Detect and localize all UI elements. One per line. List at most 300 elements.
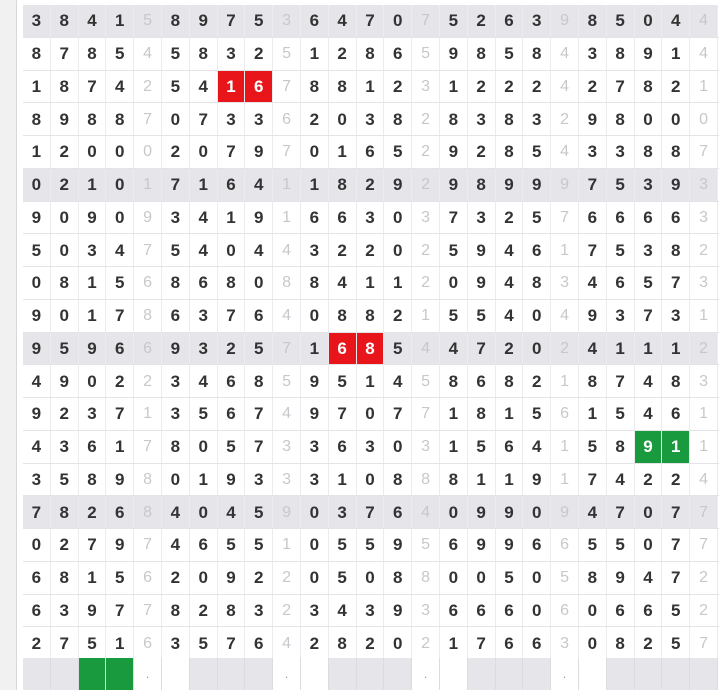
digit-cell[interactable]: 1	[301, 333, 329, 366]
digit-cell[interactable]: 5	[79, 627, 107, 660]
digit-cell[interactable]: 7	[218, 627, 246, 660]
digit-cell[interactable]: 9	[79, 202, 107, 235]
digit-cell[interactable]: 2	[190, 595, 218, 628]
digit-cell[interactable]: 5	[329, 529, 357, 562]
separator-digit-cell[interactable]: 6	[551, 529, 579, 562]
digit-cell[interactable]: 8	[357, 38, 385, 71]
digit-cell[interactable]: 0	[23, 169, 51, 202]
separator-digit-cell[interactable]: 6	[134, 562, 162, 595]
separator-digit-cell[interactable]: 1	[273, 529, 301, 562]
digit-cell[interactable]: 2	[496, 202, 524, 235]
digit-cell[interactable]: 7	[218, 5, 246, 38]
digit-cell[interactable]: 0	[162, 103, 190, 136]
digit-cell[interactable]: 7	[51, 627, 79, 660]
digit-cell[interactable]: 0	[190, 562, 218, 595]
separator-digit-cell[interactable]: 1	[412, 300, 440, 333]
digit-cell[interactable]: 2	[329, 234, 357, 267]
digit-cell[interactable]: 6	[523, 627, 551, 660]
digit-cell[interactable]: 0	[329, 103, 357, 136]
digit-cell[interactable]: 2	[523, 71, 551, 104]
digit-cell[interactable]: 6	[635, 595, 663, 628]
digit-cell[interactable]: 0	[384, 627, 412, 660]
digit-cell[interactable]: 9	[384, 595, 412, 628]
digit-cell[interactable]: 3	[190, 333, 218, 366]
separator-digit-cell[interactable]: 2	[412, 136, 440, 169]
digit-cell[interactable]: 7	[579, 464, 607, 497]
digit-cell[interactable]: 5	[106, 562, 134, 595]
digit-cell[interactable]: 4	[384, 365, 412, 398]
separator-digit-cell[interactable]: 4	[273, 627, 301, 660]
digit-cell[interactable]: 4	[79, 5, 107, 38]
digit-cell[interactable]: 8	[162, 5, 190, 38]
separator-digit-cell[interactable]: 6	[551, 398, 579, 431]
digit-cell[interactable]: 5	[51, 333, 79, 366]
separator-digit-cell[interactable]: 8	[273, 267, 301, 300]
digit-cell[interactable]: 5	[245, 496, 273, 529]
digit-cell[interactable]: 3	[301, 595, 329, 628]
digit-cell[interactable]: 7	[607, 71, 635, 104]
digit-cell[interactable]: 3	[245, 464, 273, 497]
digit-cell[interactable]: 5	[162, 234, 190, 267]
digit-cell[interactable]: 6	[301, 202, 329, 235]
digit-cell[interactable]: 0	[106, 169, 134, 202]
digit-cell[interactable]: 7	[79, 529, 107, 562]
separator-digit-cell[interactable]: 4	[134, 38, 162, 71]
digit-cell[interactable]: 4	[635, 398, 663, 431]
digit-cell[interactable]: 8	[440, 464, 468, 497]
separator-digit-cell[interactable]: 7	[134, 595, 162, 628]
digit-cell[interactable]: 2	[106, 365, 134, 398]
digit-cell[interactable]: 9	[440, 169, 468, 202]
highlighted-cell-red[interactable]: 1	[218, 71, 246, 104]
digit-cell[interactable]: 8	[162, 595, 190, 628]
separator-digit-cell[interactable]: 2	[690, 234, 718, 267]
separator-digit-cell[interactable]: 8	[412, 562, 440, 595]
digit-cell[interactable]: 1	[468, 464, 496, 497]
separator-digit-cell[interactable]: 7	[690, 627, 718, 660]
digit-cell[interactable]: 3	[51, 595, 79, 628]
digit-cell[interactable]: 6	[162, 300, 190, 333]
digit-cell[interactable]: 4	[162, 496, 190, 529]
digit-cell[interactable]: 1	[106, 431, 134, 464]
separator-digit-cell[interactable]: 2	[134, 71, 162, 104]
digit-cell[interactable]: 0	[79, 365, 107, 398]
digit-cell[interactable]: 4	[662, 5, 690, 38]
digit-cell[interactable]: 0	[384, 431, 412, 464]
digit-cell[interactable]: 7	[662, 496, 690, 529]
digit-cell[interactable]: 3	[218, 38, 246, 71]
digit-cell[interactable]: 8	[106, 103, 134, 136]
digit-cell[interactable]: 4	[162, 529, 190, 562]
digit-cell[interactable]: 3	[523, 5, 551, 38]
digit-cell[interactable]: 6	[440, 529, 468, 562]
digit-cell[interactable]: 3	[301, 431, 329, 464]
digit-cell[interactable]: 1	[23, 71, 51, 104]
digit-cell[interactable]: 7	[218, 136, 246, 169]
digit-cell[interactable]: 8	[384, 562, 412, 595]
separator-digit-cell[interactable]: 6	[134, 627, 162, 660]
digit-cell[interactable]: 8	[51, 5, 79, 38]
separator-digit-cell[interactable]: 9	[134, 202, 162, 235]
highlighted-cell-red[interactable]: 6	[245, 71, 273, 104]
digit-cell[interactable]: 9	[468, 267, 496, 300]
digit-cell[interactable]: 4	[607, 464, 635, 497]
digit-cell[interactable]: 1	[440, 71, 468, 104]
digit-cell[interactable]: 5	[190, 627, 218, 660]
digit-cell[interactable]: 5	[579, 529, 607, 562]
separator-digit-cell[interactable]: 1	[690, 300, 718, 333]
separator-digit-cell[interactable]: 2	[134, 365, 162, 398]
separator-digit-cell[interactable]: 8	[412, 464, 440, 497]
digit-cell[interactable]: 6	[496, 595, 524, 628]
separator-digit-cell[interactable]: 6	[551, 595, 579, 628]
digit-cell[interactable]: 9	[106, 464, 134, 497]
digit-cell[interactable]: 7	[245, 431, 273, 464]
digit-cell[interactable]: 2	[51, 398, 79, 431]
digit-cell[interactable]: 0	[579, 627, 607, 660]
digit-cell[interactable]: 1	[496, 464, 524, 497]
digit-cell[interactable]: 8	[51, 562, 79, 595]
digit-cell[interactable]: 6	[357, 136, 385, 169]
digit-cell[interactable]: 7	[468, 627, 496, 660]
separator-digit-cell[interactable]: 1	[690, 71, 718, 104]
separator-digit-cell[interactable]: 3	[273, 431, 301, 464]
digit-cell[interactable]: 8	[51, 496, 79, 529]
digit-cell[interactable]: 0	[440, 496, 468, 529]
digit-cell[interactable]: 1	[357, 267, 385, 300]
digit-cell[interactable]: 4	[496, 300, 524, 333]
digit-cell[interactable]: 4	[579, 267, 607, 300]
digit-cell[interactable]: 9	[384, 169, 412, 202]
digit-cell[interactable]: 7	[440, 202, 468, 235]
digit-cell[interactable]: 6	[23, 595, 51, 628]
digit-cell[interactable]: 3	[79, 398, 107, 431]
digit-cell[interactable]: 1	[357, 365, 385, 398]
digit-cell[interactable]: 0	[301, 300, 329, 333]
highlighted-cell-green[interactable]: 9	[635, 431, 663, 464]
digit-cell[interactable]: 9	[607, 562, 635, 595]
digit-cell[interactable]: 0	[635, 496, 663, 529]
digit-cell[interactable]: 0	[468, 562, 496, 595]
separator-digit-cell[interactable]: 1	[134, 398, 162, 431]
digit-cell[interactable]: 6	[384, 38, 412, 71]
digit-cell[interactable]: 5	[218, 529, 246, 562]
digit-cell[interactable]: 9	[23, 300, 51, 333]
separator-digit-cell[interactable]: 7	[690, 529, 718, 562]
digit-cell[interactable]: 4	[245, 169, 273, 202]
digit-cell[interactable]: 8	[523, 38, 551, 71]
separator-digit-cell[interactable]: 6	[273, 103, 301, 136]
digit-cell[interactable]: 6	[662, 398, 690, 431]
digit-cell[interactable]: 9	[301, 365, 329, 398]
digit-cell[interactable]: 1	[496, 398, 524, 431]
digit-cell[interactable]: 5	[523, 202, 551, 235]
digit-cell[interactable]: 9	[23, 333, 51, 366]
digit-cell[interactable]: 2	[662, 464, 690, 497]
digit-cell[interactable]: 5	[607, 5, 635, 38]
digit-cell[interactable]: 8	[384, 103, 412, 136]
separator-digit-cell[interactable]: 7	[134, 431, 162, 464]
digit-cell[interactable]: 0	[106, 202, 134, 235]
digit-cell[interactable]: 5	[440, 5, 468, 38]
digit-cell[interactable]: 1	[190, 464, 218, 497]
digit-cell[interactable]: 3	[607, 136, 635, 169]
digit-cell[interactable]: 9	[301, 398, 329, 431]
digit-cell[interactable]: 4	[496, 267, 524, 300]
digit-cell[interactable]: 5	[468, 300, 496, 333]
digit-cell[interactable]: 8	[329, 169, 357, 202]
digit-cell[interactable]: 6	[106, 333, 134, 366]
digit-cell[interactable]: 5	[106, 267, 134, 300]
digit-cell[interactable]: 9	[79, 333, 107, 366]
digit-cell[interactable]: 7	[357, 5, 385, 38]
digit-cell[interactable]: 0	[190, 431, 218, 464]
digit-cell[interactable]: 6	[218, 169, 246, 202]
digit-cell[interactable]: 4	[190, 71, 218, 104]
highlighted-cell-red[interactable]: 8	[357, 333, 385, 366]
digit-cell[interactable]: 4	[329, 595, 357, 628]
separator-digit-cell[interactable]: 2	[551, 333, 579, 366]
digit-cell[interactable]: 1	[218, 202, 246, 235]
separator-digit-cell[interactable]: 4	[690, 5, 718, 38]
separator-digit-cell[interactable]: 3	[273, 5, 301, 38]
digit-cell[interactable]: 7	[162, 169, 190, 202]
digit-cell[interactable]: 0	[357, 398, 385, 431]
digit-cell[interactable]: 9	[523, 169, 551, 202]
separator-digit-cell[interactable]: 8	[134, 300, 162, 333]
digit-cell[interactable]: 4	[523, 431, 551, 464]
separator-digit-cell[interactable]: 3	[412, 431, 440, 464]
digit-cell[interactable]: 6	[607, 267, 635, 300]
digit-cell[interactable]: 7	[635, 300, 663, 333]
digit-cell[interactable]: 5	[607, 234, 635, 267]
digit-cell[interactable]: 8	[523, 267, 551, 300]
digit-cell[interactable]: 7	[579, 169, 607, 202]
separator-digit-cell[interactable]: 2	[690, 562, 718, 595]
digit-cell[interactable]: 8	[662, 365, 690, 398]
digit-cell[interactable]: 9	[496, 529, 524, 562]
separator-digit-cell[interactable]: 7	[690, 136, 718, 169]
digit-cell[interactable]: 5	[51, 464, 79, 497]
separator-digit-cell[interactable]: 8	[134, 464, 162, 497]
digit-cell[interactable]: 8	[162, 431, 190, 464]
digit-cell[interactable]: 7	[23, 496, 51, 529]
digit-cell[interactable]: 7	[579, 234, 607, 267]
digit-cell[interactable]: 0	[23, 529, 51, 562]
digit-cell[interactable]: 6	[496, 627, 524, 660]
separator-digit-cell[interactable]: 7	[273, 136, 301, 169]
digit-cell[interactable]: 0	[106, 136, 134, 169]
digit-cell[interactable]: 4	[579, 496, 607, 529]
digit-cell[interactable]: 3	[51, 431, 79, 464]
digit-cell[interactable]: 5	[607, 529, 635, 562]
digit-cell[interactable]: 2	[496, 333, 524, 366]
digit-cell[interactable]: 3	[468, 103, 496, 136]
separator-digit-cell[interactable]: 3	[551, 267, 579, 300]
digit-cell[interactable]: 5	[218, 431, 246, 464]
separator-digit-cell[interactable]: 3	[690, 267, 718, 300]
separator-digit-cell[interactable]: 5	[412, 529, 440, 562]
digit-cell[interactable]: 5	[329, 562, 357, 595]
digit-cell[interactable]: 9	[245, 136, 273, 169]
digit-cell[interactable]: 4	[635, 365, 663, 398]
digit-cell[interactable]: 6	[245, 627, 273, 660]
digit-cell[interactable]: 5	[468, 431, 496, 464]
digit-cell[interactable]: 8	[496, 103, 524, 136]
digit-cell[interactable]: 5	[190, 398, 218, 431]
digit-cell[interactable]: 6	[523, 529, 551, 562]
separator-digit-cell[interactable]: 0	[690, 103, 718, 136]
digit-cell[interactable]: 5	[662, 595, 690, 628]
separator-digit-cell[interactable]: 2	[412, 169, 440, 202]
separator-digit-cell[interactable]: 1	[690, 431, 718, 464]
digit-cell[interactable]: 6	[218, 398, 246, 431]
digit-cell[interactable]: 7	[468, 333, 496, 366]
separator-digit-cell[interactable]: 5	[273, 365, 301, 398]
digit-cell[interactable]: 0	[635, 5, 663, 38]
digit-cell[interactable]: 7	[190, 103, 218, 136]
digit-cell[interactable]: 9	[218, 464, 246, 497]
digit-cell[interactable]: 3	[301, 464, 329, 497]
digit-cell[interactable]: 7	[384, 398, 412, 431]
digit-cell[interactable]: 8	[440, 365, 468, 398]
digit-cell[interactable]: 2	[468, 5, 496, 38]
separator-digit-cell[interactable]: 2	[412, 627, 440, 660]
digit-cell[interactable]: 6	[496, 5, 524, 38]
digit-cell[interactable]: 2	[662, 71, 690, 104]
digit-cell[interactable]: 7	[357, 496, 385, 529]
digit-cell[interactable]: 9	[468, 234, 496, 267]
separator-digit-cell[interactable]: 5	[134, 5, 162, 38]
digit-cell[interactable]: 3	[245, 103, 273, 136]
digit-cell[interactable]: 8	[329, 627, 357, 660]
digit-cell[interactable]: 3	[23, 464, 51, 497]
digit-cell[interactable]: 4	[635, 562, 663, 595]
digit-cell[interactable]: 6	[662, 202, 690, 235]
digit-cell[interactable]: 8	[662, 234, 690, 267]
digit-cell[interactable]: 4	[496, 234, 524, 267]
digit-cell[interactable]: 9	[496, 169, 524, 202]
digit-cell[interactable]: 0	[523, 300, 551, 333]
digit-cell[interactable]: 9	[440, 136, 468, 169]
digit-cell[interactable]: 9	[662, 169, 690, 202]
digit-cell[interactable]: 6	[468, 365, 496, 398]
separator-digit-cell[interactable]: 2	[690, 595, 718, 628]
digit-cell[interactable]: 0	[635, 529, 663, 562]
digit-cell[interactable]: 1	[79, 169, 107, 202]
digit-cell[interactable]: 9	[51, 365, 79, 398]
digit-cell[interactable]: 8	[635, 71, 663, 104]
digit-cell[interactable]: 4	[245, 234, 273, 267]
digit-cell[interactable]: 5	[23, 234, 51, 267]
digit-cell[interactable]: 6	[106, 496, 134, 529]
digit-cell[interactable]: 6	[635, 202, 663, 235]
digit-cell[interactable]: 4	[23, 431, 51, 464]
digit-cell[interactable]: 2	[357, 234, 385, 267]
digit-cell[interactable]: 0	[51, 234, 79, 267]
digit-cell[interactable]: 5	[496, 38, 524, 71]
digit-cell[interactable]: 1	[579, 398, 607, 431]
digit-cell[interactable]: 0	[440, 562, 468, 595]
digit-cell[interactable]: 7	[79, 71, 107, 104]
digit-cell[interactable]: 6	[190, 529, 218, 562]
digit-cell[interactable]: 5	[384, 136, 412, 169]
digit-cell[interactable]: 4	[106, 71, 134, 104]
digit-cell[interactable]: 0	[357, 464, 385, 497]
digit-cell[interactable]: 5	[440, 234, 468, 267]
digit-cell[interactable]: 1	[329, 464, 357, 497]
digit-cell[interactable]: 5	[440, 300, 468, 333]
digit-cell[interactable]: 5	[523, 398, 551, 431]
digit-cell[interactable]: 6	[384, 496, 412, 529]
digit-cell[interactable]: 3	[245, 595, 273, 628]
digit-cell[interactable]: 9	[468, 529, 496, 562]
digit-cell[interactable]: 0	[23, 267, 51, 300]
digit-cell[interactable]: 3	[218, 103, 246, 136]
separator-digit-cell[interactable]: 3	[273, 464, 301, 497]
separator-digit-cell[interactable]: 1	[551, 234, 579, 267]
digit-cell[interactable]: 0	[523, 333, 551, 366]
separator-digit-cell[interactable]: 4	[690, 38, 718, 71]
digit-cell[interactable]: 6	[190, 267, 218, 300]
digit-cell[interactable]: 9	[79, 595, 107, 628]
digit-cell[interactable]: 5	[162, 38, 190, 71]
highlighted-cell-red[interactable]: 6	[329, 333, 357, 366]
digit-cell[interactable]: 2	[496, 71, 524, 104]
digit-cell[interactable]: 7	[607, 365, 635, 398]
digit-cell[interactable]: 1	[301, 169, 329, 202]
separator-digit-cell[interactable]: 2	[412, 234, 440, 267]
separator-digit-cell[interactable]: 1	[551, 365, 579, 398]
digit-cell[interactable]: 8	[468, 398, 496, 431]
digit-cell[interactable]: 0	[523, 496, 551, 529]
digit-cell[interactable]: 9	[496, 496, 524, 529]
digit-cell[interactable]: 2	[635, 464, 663, 497]
digit-cell[interactable]: 7	[662, 562, 690, 595]
digit-cell[interactable]: 2	[301, 103, 329, 136]
digit-cell[interactable]: 8	[23, 103, 51, 136]
digit-cell[interactable]: 8	[23, 38, 51, 71]
digit-cell[interactable]: 8	[635, 136, 663, 169]
digit-cell[interactable]: 0	[301, 136, 329, 169]
digit-cell[interactable]: 9	[23, 202, 51, 235]
digit-cell[interactable]: 3	[635, 169, 663, 202]
digit-cell[interactable]: 6	[23, 562, 51, 595]
separator-digit-cell[interactable]: 9	[551, 5, 579, 38]
digit-cell[interactable]: 1	[635, 333, 663, 366]
digit-cell[interactable]: 3	[190, 300, 218, 333]
digit-cell[interactable]: 6	[440, 595, 468, 628]
separator-digit-cell[interactable]: 5	[273, 38, 301, 71]
digit-cell[interactable]: 4	[190, 202, 218, 235]
digit-cell[interactable]: 4	[106, 234, 134, 267]
digit-cell[interactable]: 8	[579, 365, 607, 398]
separator-digit-cell[interactable]: 8	[134, 496, 162, 529]
digit-cell[interactable]: 5	[106, 38, 134, 71]
digit-cell[interactable]: 7	[329, 398, 357, 431]
highlighted-cell-green[interactable]: 1	[662, 431, 690, 464]
digit-cell[interactable]: 7	[51, 38, 79, 71]
digit-cell[interactable]: 8	[51, 267, 79, 300]
digit-cell[interactable]: 1	[79, 267, 107, 300]
digit-cell[interactable]: 8	[384, 464, 412, 497]
digit-cell[interactable]: 8	[162, 267, 190, 300]
separator-digit-cell[interactable]: 9	[551, 496, 579, 529]
digit-cell[interactable]: 9	[218, 562, 246, 595]
digit-cell[interactable]: 0	[218, 234, 246, 267]
digit-cell[interactable]: 4	[329, 5, 357, 38]
digit-cell[interactable]: 8	[218, 595, 246, 628]
